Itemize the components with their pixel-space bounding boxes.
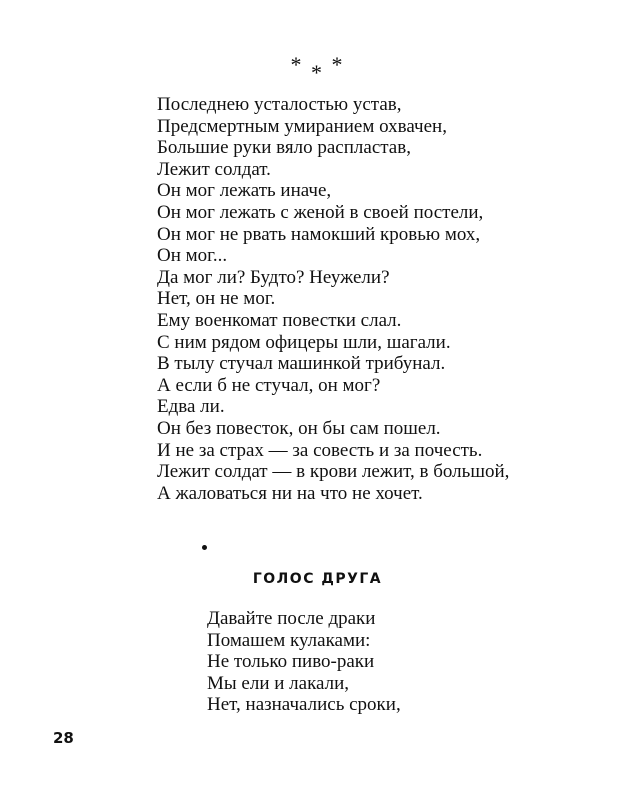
poem-line: Лежит солдат — в крови лежит, в большой,	[157, 461, 510, 483]
poem-line: Он мог...	[157, 245, 228, 267]
poem-line: Нет, он не мог.	[157, 288, 276, 310]
poem-line: Да мог ли? Будто? Неужели?	[157, 266, 390, 288]
poem-line: Лежит солдат.	[157, 158, 271, 180]
poem-line: Давайте после драки	[207, 608, 376, 629]
poem-line: Последнею усталостью устав,	[157, 94, 402, 115]
poem-line: Большие руки вяло распластав,	[157, 137, 411, 159]
poem-line: Предсмертным умиранием охвачен,	[157, 115, 447, 137]
poem-line: Он мог не рвать намокший кровью мох,	[157, 223, 481, 245]
poem-line: Помашем кулаками:	[207, 629, 371, 651]
poem-line: Он мог лежать иначе,	[157, 180, 332, 202]
poem-line: Едва ли.	[157, 396, 225, 418]
poem-line: Ему военкомат повестки слал.	[157, 309, 402, 331]
poem-line: Не только пиво-раки	[207, 651, 375, 673]
poem-title: ГОЛОС ДРУГА	[252, 571, 383, 587]
poem-line: Он без повесток, он бы сам пошел.	[157, 417, 441, 439]
poem-line: Мы ели и лакали,	[207, 672, 350, 694]
poem-line: С ним рядом офицеры шли, шагали.	[157, 331, 451, 353]
poem-line: В тылу стучал машинкой трибунал.	[157, 353, 446, 375]
poem-line: И не за страх — за совесть и за почесть.	[157, 439, 483, 461]
asterisk: *	[331, 52, 345, 77]
poem-untitled	[157, 94, 617, 504]
poem-line: А если б не стучал, он мог?	[157, 374, 381, 396]
poem-line: А жаловаться ни на что не хочет.	[157, 482, 423, 504]
asterisk: *	[290, 52, 304, 77]
bullet-dot	[202, 545, 207, 550]
page-number: 28	[53, 729, 74, 747]
poem-golos-druga	[207, 608, 607, 716]
poem-line: Нет, назначались сроки,	[207, 694, 401, 716]
asterisk: *	[311, 60, 324, 85]
poem-line: Он мог лежать с женой в своей постели,	[157, 201, 484, 223]
section-divider-asterisks	[0, 52, 635, 85]
